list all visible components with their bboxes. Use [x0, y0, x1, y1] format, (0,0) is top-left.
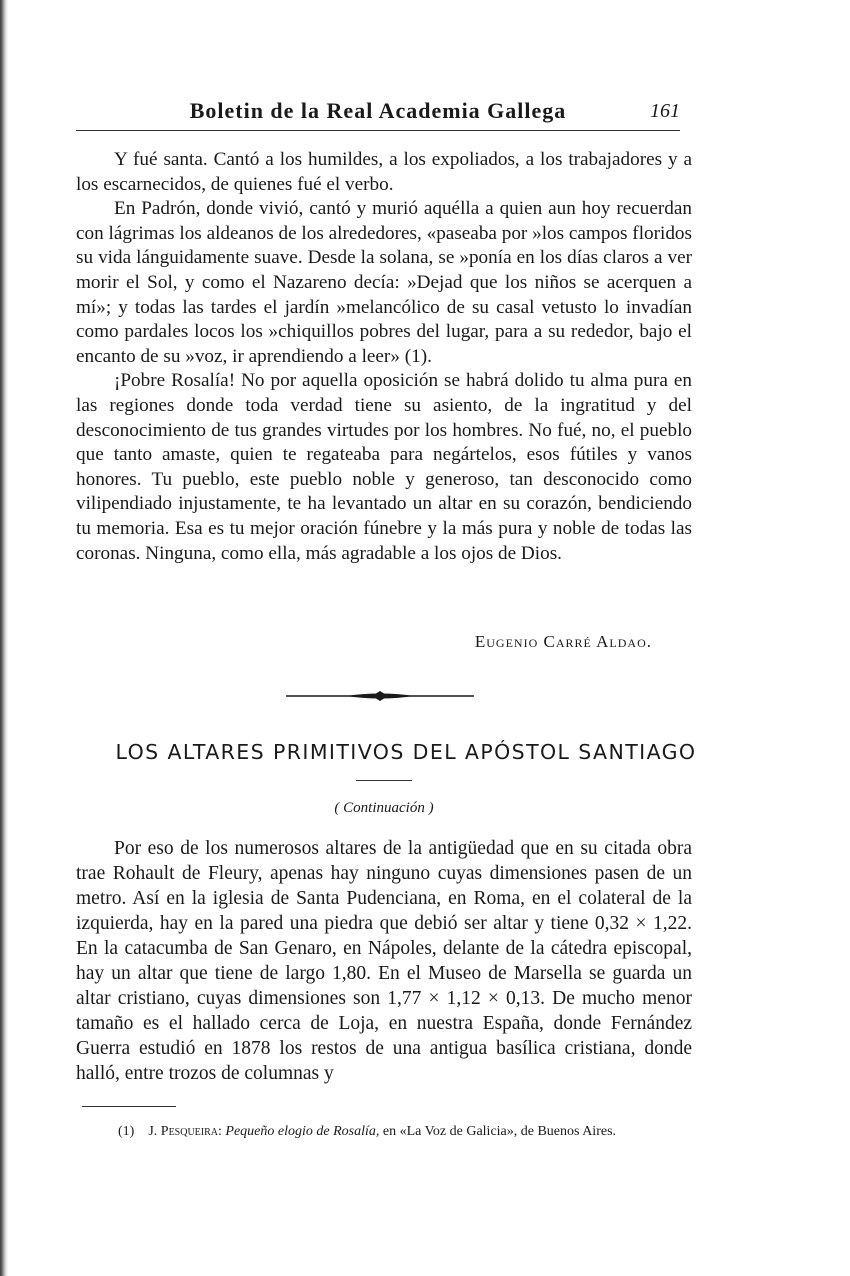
author-signature: Eugenio Carré Aldao. — [474, 632, 652, 651]
paragraph: Y fué santa. Cantó a los humildes, a los expoliados, a los trabajadores y a los escarnecidos, de quienes fué el verbo. — [76, 149, 692, 195]
continuation-label: ( Continuación ) — [334, 800, 434, 816]
paragraph: Por eso de los numerosos altares de la antigüedad que en su citada obra trae Rohault de Fleury, apenas hay ninguno cuyas dimensiones pasen de un metro. Así en la iglesia de Santa Pudenciana, en Roma, en el colateral de la izquierda, hay en la pared una piedra que debió ser altar y tiene 0,32 × 1,22. En la catacumba de San Genaro, en Nápoles, delante de la cátedra episcopal, hay un altar que tiene de largo 1,80. En el Museo de Marsella se guarda un altar cristiano, cuyas dimensiones son 1,77 × 1,12 × 0,13. De mucho menor tamaño es el hallado cerca de Loja, en nuestra España, donde Fernández Guerra estudió en 1878 los restos de una antigua basílica cristiana, donde halló, entre trozos de columnas y — [76, 838, 692, 1084]
footnote-source: en «La Voz de Galicia», de Buenos Aires. — [382, 1124, 617, 1139]
article-title: LOS ALTARES PRIMITIVOS DEL APÓSTOL SANTIAGO — [115, 740, 697, 764]
footnote-work: Pequeño elogio de Rosalía, — [225, 1124, 380, 1139]
book-spine-edge — [0, 0, 8, 1276]
article-body-text — [76, 836, 692, 1086]
paragraph: En Padrón, donde vivió, cantó y murió aquélla a quien aun hoy recuerdan con lágrimas los aldeanos de los alrededores, «paseaba por »los campos floridos su vida lánguidamente suave. Desde la solana, se »ponía en los días claros a ver morir el Sol, y como el Nazareno decía: »Dejad que los niños se acerquen a mí»; y todas las tardes el jardín »melancólico de su casal vetusto lo invadían como pardales locos los »chiquillos pobres del lugar, para a su rededor, bajo el encanto de su »voz, ir aprendiendo a leer» (1). — [76, 198, 692, 367]
running-title: Boletin de la Real Academia Gallega — [189, 98, 567, 123]
paragraph: ¡Pobre Rosalía! No por aquella oposición se habrá dolido tu alma pura en las regiones donde toda verdad tiene su asiento, de la ingratitud y del desconocimiento de tus grandes virtudes por los hombres. No fué, no, el pueblo que tanto amaste, quien te regateaba para negártelos, esos fútiles y vanos honores. Tu pueblo, este pueblo noble y generoso, tan desconocido como vilipendiado injustamente, te ha levantado un altar en su corazón, bendiciendo tu memoria. Esa es tu mejor oración fúnebre y la más pura y noble de todas las coronas. Ninguna, como ella, más agradable a los ojos de Dios. — [76, 370, 692, 564]
footnote — [118, 1124, 708, 1140]
footnote-marker: (1) — [118, 1124, 135, 1139]
section-divider-ornament — [286, 688, 474, 704]
title-rule — [356, 780, 412, 781]
article-end-text — [76, 148, 692, 566]
running-header — [76, 96, 680, 131]
footnote-rule — [82, 1106, 176, 1107]
page-number: 161 — [650, 100, 680, 122]
footnote-author: J. Pesqueira: — [148, 1124, 222, 1139]
